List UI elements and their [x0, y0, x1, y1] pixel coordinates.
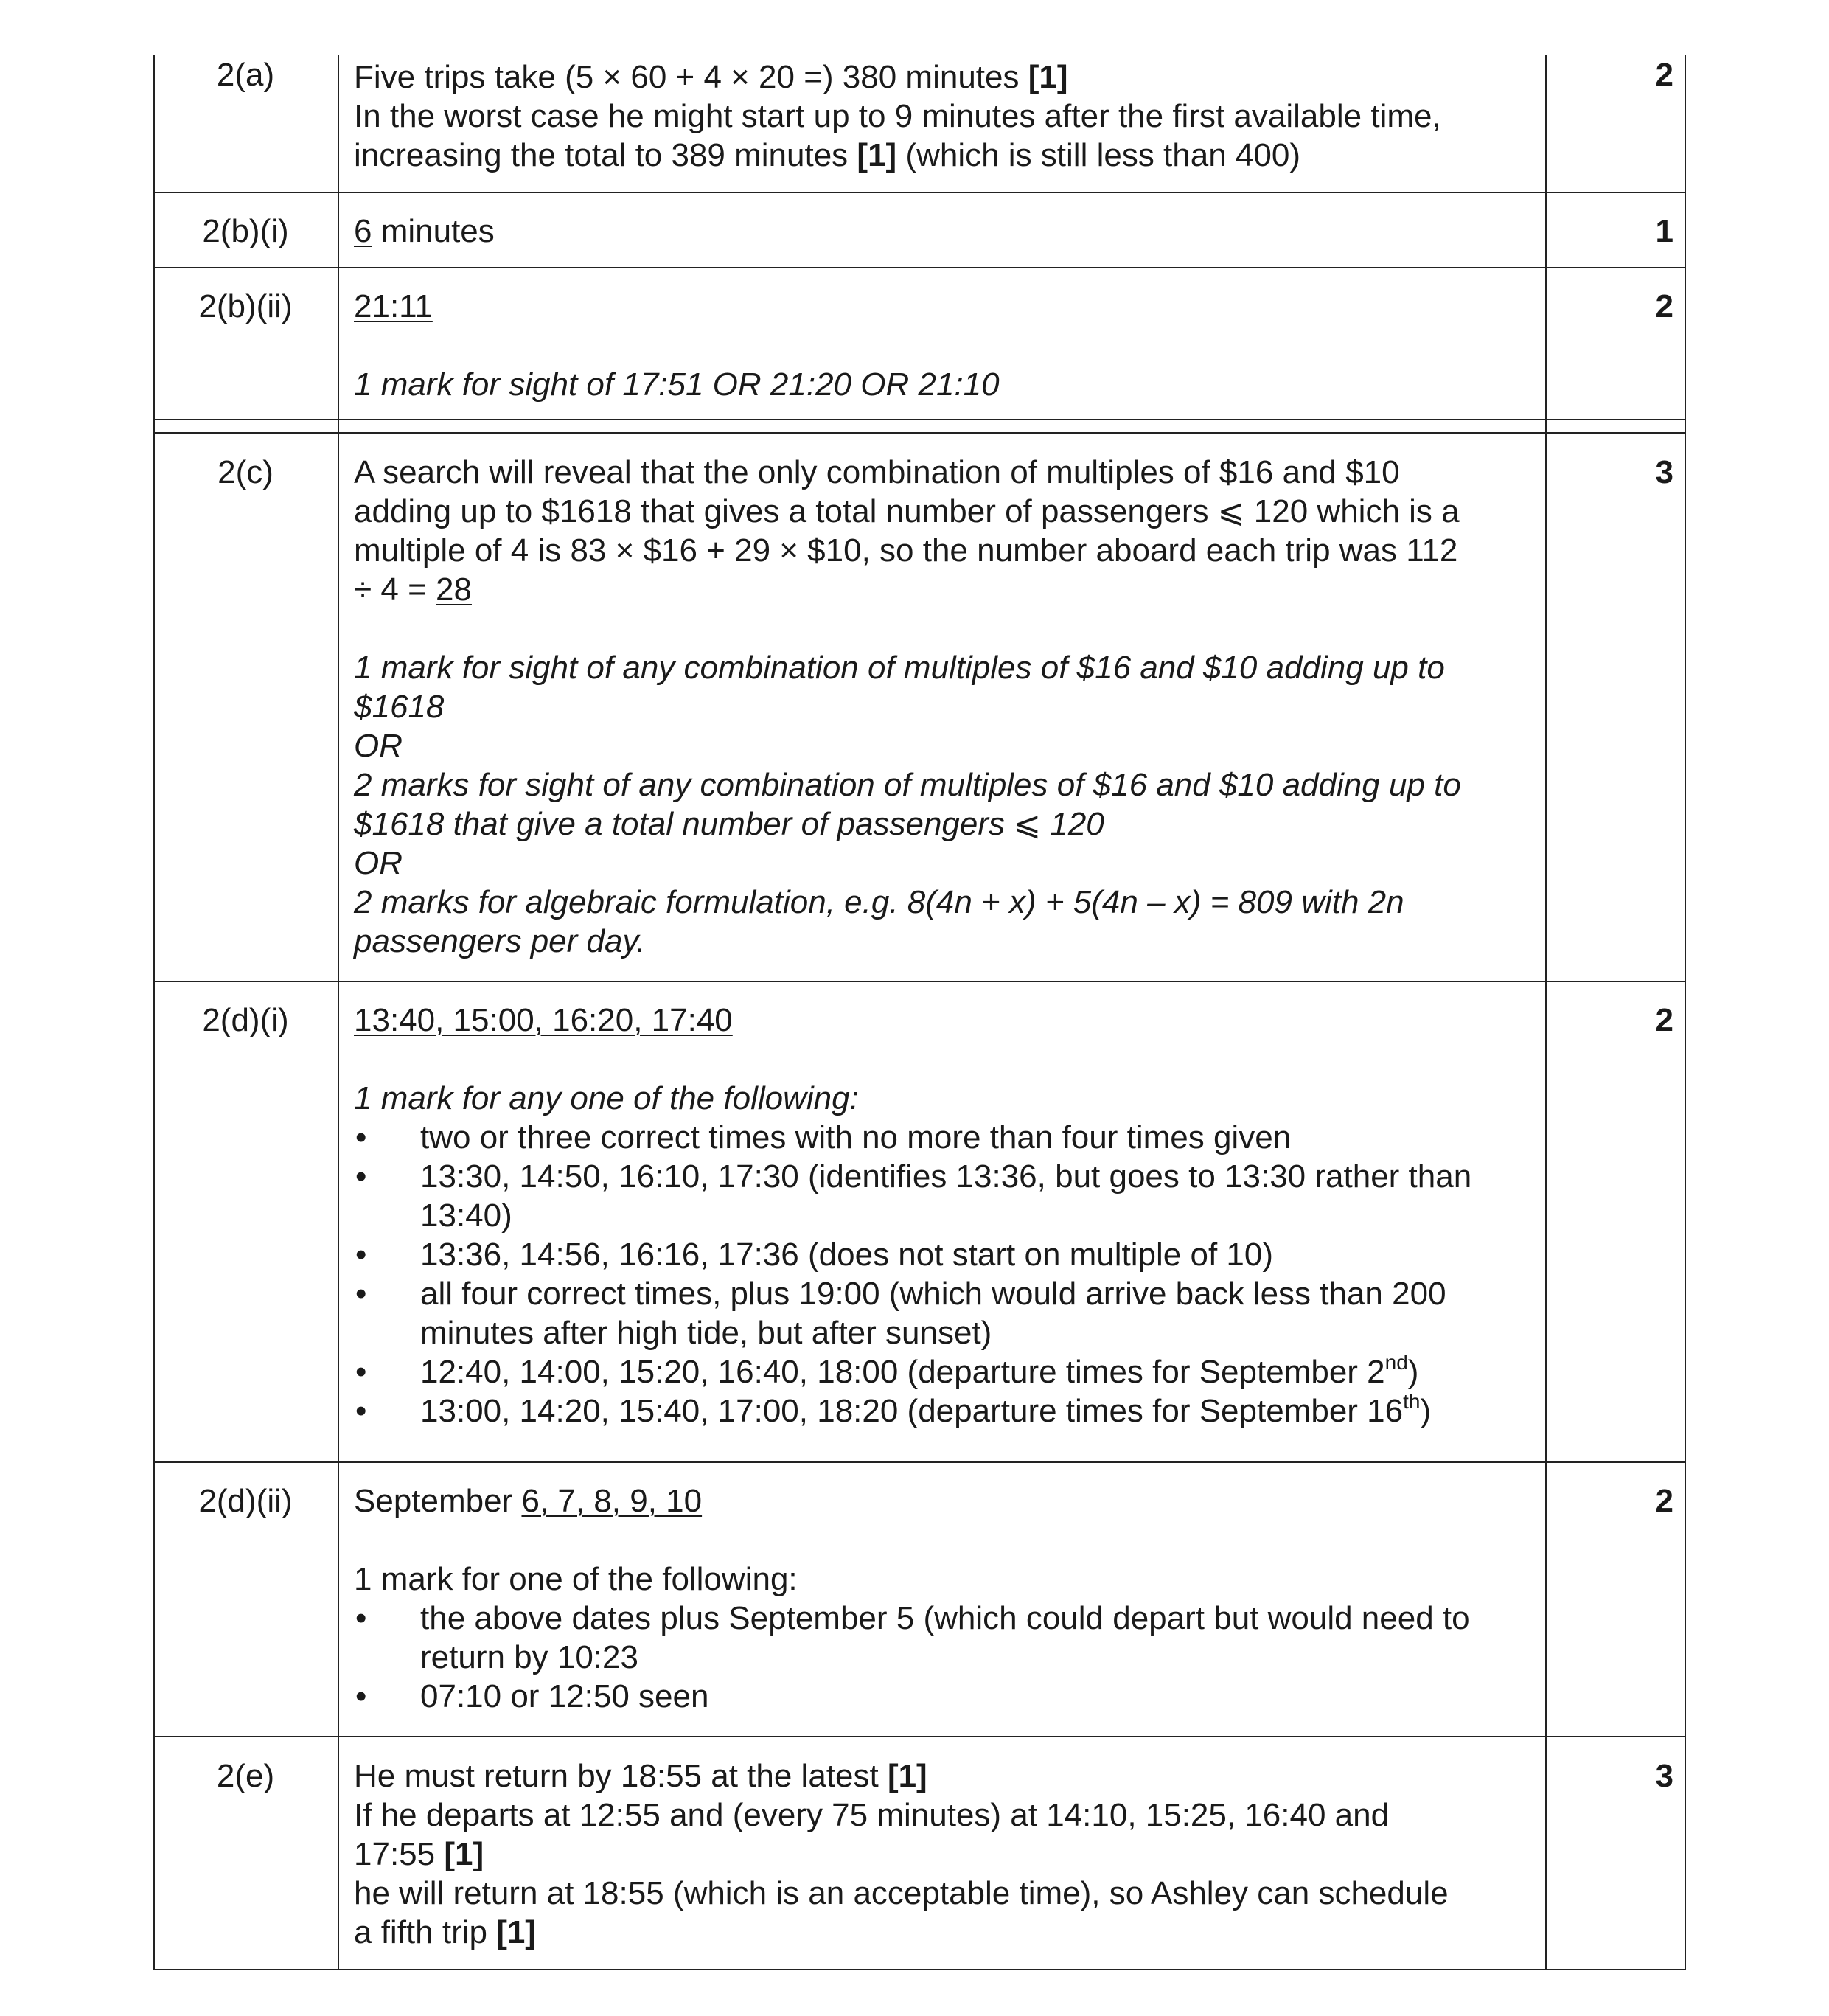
answer-line: A search will reveal that the only combination of multiples of $16 and $10 — [354, 454, 1400, 490]
question-number: 2(b)(i) — [202, 213, 289, 249]
answer-cell — [354, 1481, 1519, 1716]
marks-value: 3 — [1655, 1758, 1673, 1794]
row-divider-double — [153, 432, 1685, 434]
answer-line: 17:55 [1] — [354, 1836, 484, 1872]
table-border-question — [338, 55, 339, 1970]
answer-line: ÷ 4 = 28 — [354, 571, 472, 608]
marking-note: $1618 — [354, 689, 445, 725]
row-divider — [153, 981, 1685, 982]
answer-cell — [354, 1756, 1519, 1952]
marks-value: 2 — [1655, 57, 1673, 93]
list-item: • two or three correct times with no more than four times given — [354, 1118, 1519, 1157]
answer-line: September 6, 7, 8, 9, 10 — [354, 1483, 703, 1519]
answer-line — [354, 287, 1519, 326]
marks-value: 3 — [1655, 454, 1673, 490]
marking-note: 2 marks for sight of any combination of multiples of $16 and $10 adding up to — [354, 767, 1461, 803]
answer-line: adding up to $1618 that gives a total number of passengers ⩽ 120 which is a — [354, 493, 1460, 529]
table-border-bottom — [153, 1969, 1685, 1970]
question-number: 2(c) — [217, 454, 274, 490]
marking-note: $1618 that give a total number of passengers ⩽ 120 — [354, 806, 1104, 842]
final-answer: 13:40, 15:00, 16:20, 17:40 — [354, 1002, 733, 1038]
answer-cell — [354, 453, 1519, 961]
marks-value: 2 — [1655, 1483, 1673, 1519]
marks-value: 2 — [1655, 1002, 1673, 1038]
answer-line: 6 minutes — [354, 213, 495, 249]
question-number: 2(d)(ii) — [198, 1483, 293, 1519]
marking-note: OR — [354, 728, 403, 764]
marking-note: 1 mark for any one of the following: — [354, 1080, 859, 1116]
answer-cell — [354, 58, 1519, 175]
answer-line: increasing the total to 389 minutes [1] (which is still less than 400) — [354, 137, 1300, 173]
table-border-right — [1685, 55, 1686, 1970]
list-item: • 13:00, 14:20, 15:40, 17:00, 18:20 (departure times for September 16th) — [354, 1391, 1519, 1431]
list-item: • 13:30, 14:50, 16:10, 17:30 (identifies 13:36, but goes to 13:30 rather than 13:40) — [354, 1157, 1519, 1235]
final-answer: 6 — [354, 213, 372, 249]
row-divider — [153, 1736, 1685, 1737]
answer-line: Five trips take (5 × 60 + 4 × 20 =) 380 minutes [1] — [354, 59, 1068, 95]
marking-note: passengers per day. — [354, 923, 646, 959]
marks-value: 1 — [1655, 213, 1673, 249]
answer-cell — [354, 212, 1519, 251]
list-item: • 07:10 or 12:50 seen — [354, 1677, 1519, 1716]
answer-line: he will return at 18:55 (which is an acceptable time), so Ashley can schedule — [354, 1875, 1449, 1911]
question-number: 2(e) — [216, 1758, 275, 1794]
answer-line: If he departs at 12:55 and (every 75 minutes) at 14:10, 15:25, 16:40 and — [354, 1797, 1390, 1833]
answer-cell — [354, 1001, 1519, 1431]
row-divider — [153, 1461, 1685, 1463]
row-divider — [153, 192, 1685, 193]
marking-note: 1 mark for sight of any combination of multiples of $16 and $10 adding up to — [354, 650, 1445, 686]
list-item: • 13:36, 14:56, 16:16, 17:36 (does not start on multiple of 10) — [354, 1235, 1519, 1274]
marks-value: 2 — [1655, 288, 1673, 324]
list-item: • all four correct times, plus 19:00 (which would arrive back less than 200 minutes after high tide, but after sunset) — [354, 1274, 1519, 1352]
answer-line: a fifth trip [1] — [354, 1914, 536, 1950]
answer-cell — [354, 287, 1519, 404]
final-answer: 28 — [436, 571, 472, 608]
marking-note: OR — [354, 845, 403, 881]
question-number: 2(b)(ii) — [198, 288, 293, 324]
question-number: 2(a) — [216, 57, 275, 93]
row-divider — [153, 267, 1685, 268]
answer-line: In the worst case he might start up to 9 minutes after the first available time, — [354, 98, 1441, 134]
table-border-answer — [1545, 55, 1547, 1970]
answer-line: He must return by 18:55 at the latest [1] — [354, 1758, 927, 1794]
list-item: • 12:40, 14:00, 15:20, 16:40, 18:00 (departure times for September 2nd) — [354, 1352, 1519, 1391]
list-item: • the above dates plus September 5 (which could depart but would need to return by 10:23 — [354, 1599, 1519, 1677]
row-divider-double — [153, 419, 1685, 420]
marking-note: 1 mark for one of the following: — [354, 1561, 798, 1597]
marking-note: 1 mark for sight of 17:51 OR 21:20 OR 21:10 — [354, 366, 1000, 403]
marking-note: 2 marks for algebraic formulation, e.g. 8(4n + x) + 5(4n – x) = 809 with 2n — [354, 884, 1404, 920]
final-answer: 21:11 — [354, 288, 433, 324]
answer-line: multiple of 4 is 83 × $16 + 29 × $10, so the number aboard each trip was 112 — [354, 532, 1458, 569]
final-answer: 6, 7, 8, 9, 10 — [521, 1483, 703, 1519]
answer-line — [354, 1001, 1519, 1040]
question-number: 2(d)(i) — [202, 1002, 289, 1038]
